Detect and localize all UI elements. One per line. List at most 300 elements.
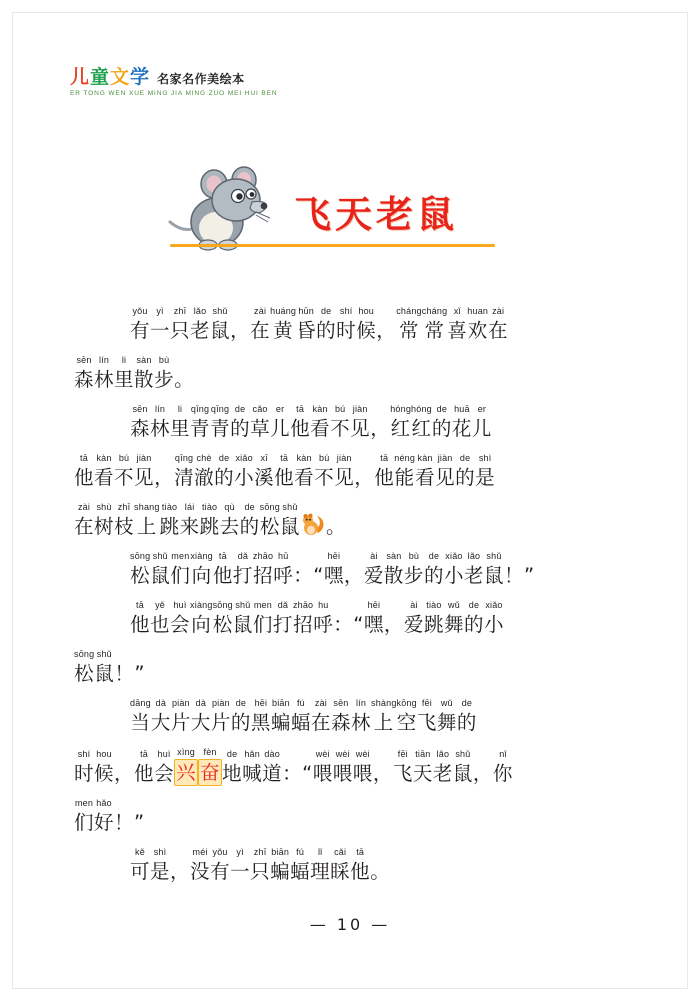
char-unit — [334, 453, 354, 490]
character: 大 — [150, 711, 171, 734]
pinyin: bù — [408, 551, 420, 561]
char-unit — [350, 847, 370, 884]
character: 。 — [174, 368, 195, 391]
pinyin: tā — [280, 453, 289, 463]
character: 喜 — [447, 319, 468, 342]
brand-row — [70, 68, 245, 87]
char-unit — [150, 551, 170, 588]
pinyin: shǔ — [486, 551, 502, 561]
character: 睬 — [330, 860, 351, 883]
pinyin: kàn — [417, 453, 433, 463]
char-unit — [214, 453, 234, 490]
pinyin: er — [477, 404, 487, 414]
character: 呼 — [313, 613, 334, 636]
character: 红 — [390, 417, 411, 440]
char-unit — [222, 749, 242, 786]
char-unit — [94, 749, 114, 786]
character: 看 — [94, 466, 115, 489]
pinyin: li — [121, 355, 127, 365]
char-unit — [170, 600, 190, 637]
character: 的 — [431, 417, 452, 440]
pinyin: qīng — [190, 404, 210, 414]
character: ：“ — [333, 613, 364, 636]
character: 黄 — [273, 319, 294, 342]
character: 飞 — [416, 711, 437, 734]
squirrel-icon — [300, 513, 326, 537]
pinyin: shì — [478, 453, 492, 463]
pinyin: de — [244, 502, 255, 512]
character: 你 — [492, 762, 513, 785]
character: 跳 — [423, 613, 444, 636]
char-unit — [242, 749, 262, 786]
char-unit — [280, 502, 300, 539]
text-line — [74, 747, 630, 786]
char-unit — [390, 404, 411, 441]
character: 有 — [130, 319, 151, 342]
brand-pinyin: ER TONG WEN XUE MING JIA MING ZUO MEI HUI BEN — [70, 90, 278, 97]
character: ， — [230, 319, 251, 342]
char-unit — [404, 551, 424, 588]
char-unit — [384, 551, 404, 588]
character: 会 — [154, 762, 175, 785]
pinyin: zài — [314, 698, 328, 708]
character: 清 — [174, 466, 195, 489]
pinyin: hóng — [390, 404, 412, 414]
pinyin: tiào — [201, 502, 218, 512]
char-unit — [330, 404, 350, 441]
character: 只 — [250, 860, 271, 883]
text-line — [74, 600, 630, 637]
pinyin: xiàng — [190, 600, 213, 610]
pinyin: de — [468, 600, 480, 610]
char-unit — [198, 747, 222, 786]
character: 鼠 — [210, 319, 231, 342]
pinyin: xiǎo — [235, 453, 253, 463]
char-unit — [290, 847, 310, 884]
title-underline — [170, 244, 495, 247]
character: 喂 — [332, 762, 353, 785]
pinyin: zhāo — [252, 551, 274, 561]
pinyin: shǔ — [152, 551, 168, 561]
char-unit — [253, 600, 273, 637]
pinyin: ài — [370, 551, 378, 561]
character: 老 — [463, 564, 484, 587]
character: 嘿 — [323, 564, 344, 587]
pinyin: hūn — [298, 306, 314, 316]
character: ， — [114, 762, 135, 785]
char-unit — [211, 698, 231, 735]
pinyin: jiàn — [352, 404, 368, 414]
pinyin: dāng — [130, 698, 151, 708]
character: 松 — [259, 515, 280, 538]
char-unit — [74, 749, 94, 786]
pinyin: wèi — [315, 749, 330, 759]
character: ！” — [114, 662, 145, 685]
pinyin: dǎ — [277, 600, 289, 610]
pinyin: huì — [173, 600, 187, 610]
char-unit — [190, 847, 210, 884]
character: 鼠 — [232, 613, 253, 636]
char-unit — [213, 551, 233, 588]
pinyin: yì — [236, 847, 244, 857]
pinyin: piàn — [211, 698, 230, 708]
pinyin: sōng — [130, 551, 151, 561]
character: 在 — [310, 711, 331, 734]
pinyin: hu — [318, 600, 329, 610]
pinyin: de — [218, 453, 230, 463]
character: 他 — [290, 417, 311, 440]
character: 好 — [94, 811, 115, 834]
char-unit — [333, 749, 353, 786]
pinyin: lín — [154, 404, 166, 414]
character: 儿 — [270, 417, 291, 440]
character: 里 — [170, 417, 191, 440]
char-unit — [190, 404, 210, 441]
highlighted-character: 兴 — [176, 761, 197, 784]
char-unit — [472, 404, 492, 441]
char-unit — [351, 698, 371, 735]
character: 步 — [403, 564, 424, 587]
char-unit — [154, 355, 174, 392]
pinyin: fú — [296, 698, 305, 708]
char-unit — [240, 502, 260, 539]
pinyin: tiào — [426, 600, 442, 610]
pinyin: nǐ — [499, 749, 507, 759]
char-unit — [94, 502, 114, 539]
char-unit — [210, 306, 230, 343]
character: 蝙 — [270, 860, 291, 883]
char-unit — [74, 502, 94, 539]
char-unit — [356, 306, 376, 343]
char-unit — [453, 749, 473, 786]
char-unit — [220, 502, 240, 539]
pinyin: tiào — [161, 502, 178, 512]
char-unit — [271, 698, 291, 735]
pinyin: zhī — [253, 847, 267, 857]
pinyin: sàn — [136, 355, 152, 365]
char-unit — [290, 404, 310, 441]
char-unit — [371, 698, 397, 735]
pinyin: zhī — [173, 306, 187, 316]
pinyin: huan — [467, 306, 489, 316]
pinyin: hēi — [367, 600, 381, 610]
pinyin: lǎo — [467, 551, 481, 561]
char-unit — [74, 453, 94, 490]
char-unit — [210, 847, 230, 884]
paragraph — [74, 306, 630, 392]
brand-subtitle: 名家名作美绘本 — [157, 72, 245, 86]
character: ， — [154, 466, 175, 489]
char-unit — [230, 404, 250, 441]
pinyin: yǒu — [212, 847, 228, 857]
pinyin: tā — [80, 453, 88, 463]
character: ：“ — [293, 564, 324, 587]
character: 他 — [350, 860, 371, 883]
pinyin: huáng — [270, 306, 297, 316]
pinyin: zài — [492, 306, 505, 316]
pinyin: tiān — [415, 749, 431, 759]
char-unit — [413, 749, 433, 786]
char-unit — [433, 749, 453, 786]
text-line — [74, 355, 630, 392]
pinyin: shǔ — [96, 649, 112, 659]
char-unit — [314, 453, 334, 490]
story-body — [74, 306, 630, 896]
character: 来 — [179, 515, 200, 538]
pinyin: fēi — [397, 749, 408, 759]
char-unit — [190, 551, 213, 588]
char-unit — [154, 453, 174, 490]
pinyin: shì — [153, 847, 167, 857]
character: 。 — [370, 860, 391, 883]
pinyin: kōng — [396, 698, 417, 708]
char-unit — [251, 698, 271, 735]
pinyin: lǎo — [436, 749, 450, 759]
character: 鼠 — [483, 564, 504, 587]
brand-char-4: 学 — [130, 66, 151, 88]
brand-title — [70, 68, 150, 87]
text-line — [74, 502, 630, 539]
highlighted-character: 奋 — [200, 761, 221, 784]
pinyin: xǐ — [453, 306, 461, 316]
char-unit — [354, 453, 374, 490]
character: 见 — [435, 466, 456, 489]
pinyin: qīng — [174, 453, 194, 463]
pinyin: hóng — [411, 404, 432, 414]
paragraph — [74, 698, 630, 835]
character: ， — [170, 860, 191, 883]
character: 森 — [330, 711, 351, 734]
character: 溪 — [254, 466, 275, 489]
char-unit — [294, 453, 314, 490]
character: 当 — [130, 711, 151, 734]
character: 们 — [170, 564, 191, 587]
pinyin: jiàn — [136, 453, 152, 463]
pinyin: shǔ — [455, 749, 471, 759]
pinyin: de — [436, 404, 448, 414]
char-unit — [353, 749, 373, 786]
character: 松 — [212, 613, 233, 636]
char-unit — [397, 698, 417, 735]
character: 舞 — [436, 711, 457, 734]
char-unit — [170, 404, 190, 441]
char-unit — [464, 551, 484, 588]
pinyin: hēi — [327, 551, 341, 561]
pinyin: lǎo — [193, 306, 207, 316]
char-unit — [250, 404, 270, 441]
char-unit — [435, 453, 455, 490]
character: 的 — [239, 515, 260, 538]
char-unit — [313, 600, 333, 637]
char-unit — [415, 453, 435, 490]
char-unit — [452, 404, 472, 441]
char-unit — [393, 749, 413, 786]
pinyin: dào — [264, 749, 280, 759]
char-unit — [417, 698, 437, 735]
brand-char-1: 儿 — [70, 66, 91, 88]
pinyin: sōng — [259, 502, 280, 512]
character: ， — [372, 762, 393, 785]
char-unit — [170, 847, 190, 884]
character: 是 — [475, 466, 496, 489]
pinyin: chè — [196, 453, 212, 463]
char-unit — [130, 551, 150, 588]
character: 看 — [310, 417, 331, 440]
character: 也 — [150, 613, 171, 636]
character: ！” — [114, 811, 145, 834]
character: 跳 — [159, 515, 180, 538]
character: 喂 — [312, 762, 333, 785]
pinyin: bú — [118, 453, 130, 463]
char-unit — [404, 600, 424, 637]
char-unit — [130, 600, 150, 637]
pinyin: bù — [158, 355, 170, 365]
text-line — [74, 649, 630, 686]
paragraph — [74, 404, 630, 539]
character: 在 — [250, 319, 271, 342]
char-unit — [171, 698, 191, 735]
title-area — [0, 160, 700, 270]
char-unit — [473, 749, 493, 786]
char-unit — [114, 798, 145, 835]
char-unit — [467, 306, 488, 343]
pinyin: shǔ — [212, 306, 228, 316]
char-unit — [74, 355, 94, 392]
character: 小 — [234, 466, 255, 489]
pinyin: huì — [157, 749, 171, 759]
character: 见 — [350, 417, 371, 440]
character: 片 — [210, 711, 231, 734]
char-unit — [455, 453, 475, 490]
character: 老 — [190, 319, 211, 342]
char-unit — [270, 847, 290, 884]
character: 枝 — [114, 515, 135, 538]
pinyin: cháng — [421, 306, 448, 316]
character: 红 — [411, 417, 432, 440]
character: 的 — [463, 613, 484, 636]
char-unit — [74, 649, 94, 686]
character: 喊 — [242, 762, 263, 785]
text-line — [74, 798, 630, 835]
character: 他 — [74, 466, 95, 489]
pinyin: men — [171, 551, 190, 561]
char-unit — [230, 847, 250, 884]
char-unit — [130, 404, 150, 441]
character: ！” — [504, 564, 535, 587]
character: 林 — [150, 417, 171, 440]
pinyin: shí — [339, 306, 353, 316]
character: 飞 — [392, 762, 413, 785]
character: 常 — [424, 319, 445, 342]
character: 常 — [398, 319, 419, 342]
character: 天 — [412, 762, 433, 785]
character: 见 — [334, 466, 355, 489]
pinyin: wèi — [335, 749, 350, 759]
pinyin: hǎn — [244, 749, 260, 759]
character: 澈 — [194, 466, 215, 489]
character: 鼠 — [452, 762, 473, 785]
char-unit — [493, 749, 513, 786]
pinyin: cǎo — [252, 404, 268, 414]
character: ：“ — [282, 762, 313, 785]
pinyin: de — [226, 749, 238, 759]
char-unit — [134, 453, 154, 490]
char-unit — [174, 355, 194, 392]
character: 看 — [415, 466, 436, 489]
paragraph — [74, 600, 630, 686]
character: 招 — [293, 613, 314, 636]
pinyin: lín — [355, 698, 367, 708]
char-unit — [114, 355, 134, 392]
char-unit — [114, 749, 134, 786]
char-unit — [190, 600, 213, 637]
char-unit — [213, 600, 233, 637]
character: 草 — [250, 417, 271, 440]
char-unit — [437, 698, 457, 735]
char-unit — [282, 749, 313, 786]
char-unit — [274, 453, 294, 490]
character: 只 — [170, 319, 191, 342]
char-unit — [326, 502, 346, 539]
character: 林 — [350, 711, 371, 734]
pinyin: hēi — [254, 698, 268, 708]
character: 里 — [114, 368, 135, 391]
character: 有 — [210, 860, 231, 883]
character: 空 — [396, 711, 417, 734]
pinyin: xiǎo — [445, 551, 463, 561]
paragraph — [74, 847, 630, 884]
pinyin: hǎo — [96, 798, 112, 808]
character: 片 — [170, 711, 191, 734]
char-unit — [130, 306, 150, 343]
pinyin: kàn — [296, 453, 312, 463]
character: 候 — [356, 319, 377, 342]
pinyin: dà — [195, 698, 207, 708]
character: 爱 — [403, 613, 424, 636]
pinyin: kàn — [312, 404, 328, 414]
char-unit — [475, 453, 495, 490]
character: 松 — [130, 564, 151, 587]
character: 蝠 — [290, 860, 311, 883]
char-unit — [190, 306, 210, 343]
character: 一 — [230, 860, 251, 883]
char-unit — [488, 306, 508, 343]
character: 鼠 — [279, 515, 300, 538]
pinyin: kàn — [96, 453, 112, 463]
char-unit — [336, 306, 356, 343]
char-unit — [311, 698, 331, 735]
character: ， — [472, 762, 493, 785]
char-unit — [194, 453, 214, 490]
char-unit — [273, 600, 293, 637]
character: 。 — [326, 515, 347, 538]
character: 树 — [94, 515, 115, 538]
char-unit — [293, 600, 313, 637]
char-unit — [374, 453, 394, 490]
character: 在 — [74, 515, 95, 538]
char-unit — [331, 698, 351, 735]
brand-char-2: 童 — [90, 66, 111, 88]
character: 招 — [253, 564, 274, 587]
char-unit — [364, 551, 384, 588]
character: 上 — [136, 515, 157, 538]
character: ， — [354, 466, 375, 489]
character: 道 — [262, 762, 283, 785]
pinyin: méi — [192, 847, 208, 857]
pinyin: shang — [134, 502, 160, 512]
pinyin: li — [177, 404, 183, 414]
char-unit — [394, 453, 415, 490]
